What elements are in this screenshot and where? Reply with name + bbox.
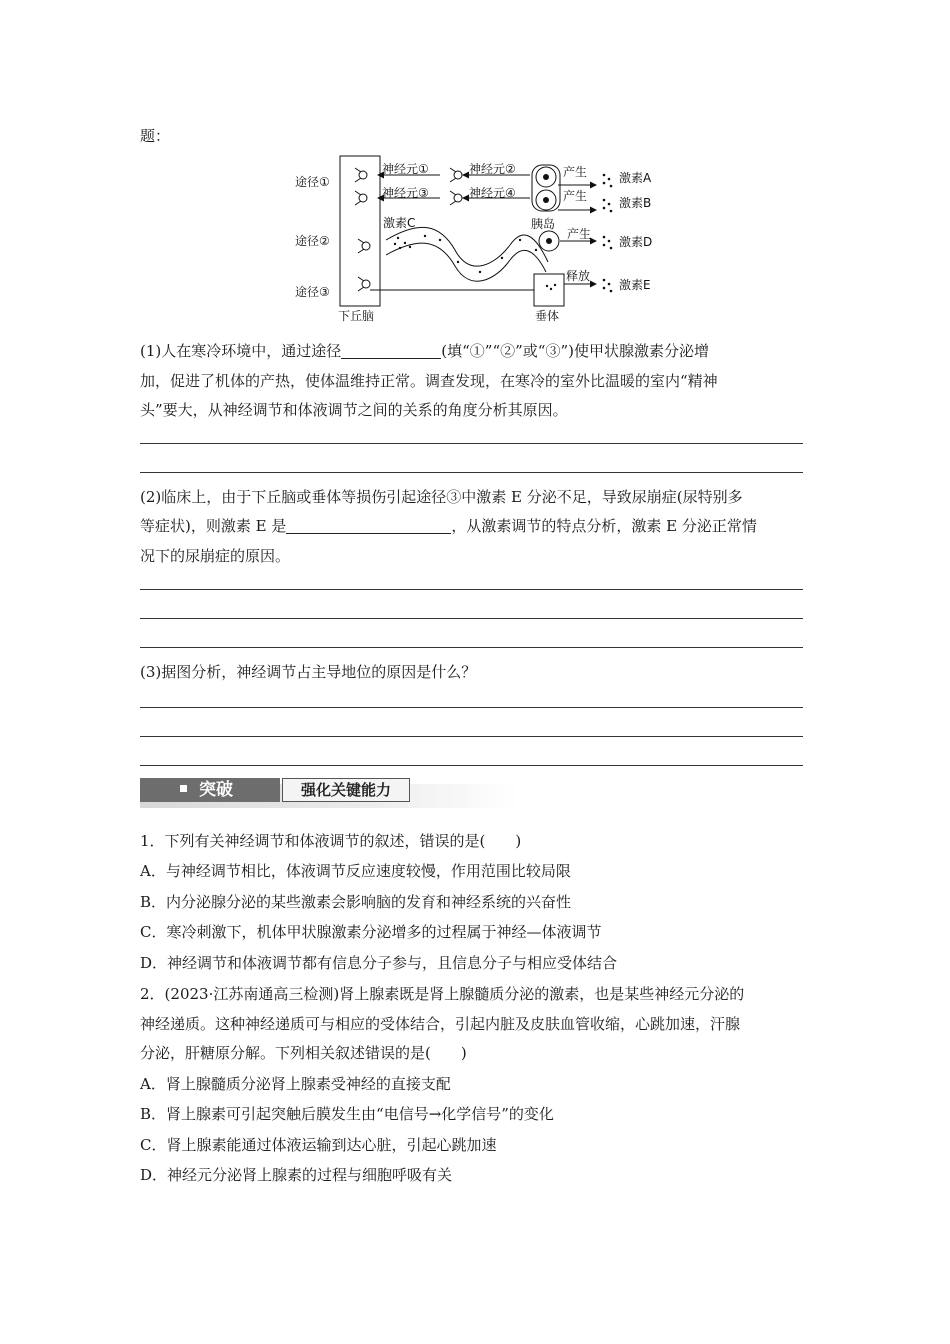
label-hormone-e: 激素E — [619, 278, 651, 292]
label-release: 释放 — [566, 269, 591, 283]
q2-blank[interactable] — [286, 517, 451, 534]
answer-line[interactable] — [140, 647, 803, 648]
label-neuron2: 神经元② — [469, 162, 516, 176]
answer-line[interactable] — [140, 618, 803, 619]
mc1-stem: 1．下列有关神经调节和体液调节的叙述，错误的是( ) — [140, 832, 522, 850]
label-neuron3: 神经元③ — [382, 186, 429, 200]
label-hormone-d: 激素D — [619, 235, 653, 249]
mc2-option-a[interactable]: A．肾上腺髓质分泌肾上腺素受神经的直接支配 — [140, 1075, 451, 1093]
banner-right-label: 强化关键能力 — [282, 778, 410, 802]
label-produce-1: 产生 — [563, 165, 588, 179]
q2-part-b: 等症状)，则激素 E 是 — [140, 517, 287, 535]
mc1-option-b[interactable]: B．内分泌腺分泌的某些激素会影响脑的发育和神经系统的兴奋性 — [140, 893, 572, 911]
q1-part-a: (1)人在寒冷环境中，通过途径 — [140, 342, 342, 360]
label-pituitary: 垂体 — [535, 309, 560, 323]
mc2-stem-3: 分泌，肝糖原分解。下列相关叙述错误的是( ) — [140, 1044, 467, 1062]
label-islet: 胰岛 — [531, 217, 556, 231]
label-hypothalamus: 下丘脑 — [338, 309, 375, 323]
mc2-stem-1: 2．(2023·江苏南通高三检测)肾上腺素既是肾上腺髓质分泌的激素，也是某些神经元分泌的 — [140, 985, 745, 1003]
label-hormone-a: 激素A — [619, 171, 652, 185]
banner-dark — [140, 778, 280, 802]
answer-line[interactable] — [140, 736, 803, 737]
mc1-option-c[interactable]: C．寒冷刺激下，机体甲状腺激素分泌增多的过程属于神经—体液调节 — [140, 923, 602, 941]
answer-line[interactable] — [140, 707, 803, 708]
pituitary-box — [534, 274, 564, 306]
label-produce-2: 产生 — [563, 189, 588, 203]
mc2-option-d[interactable]: D．神经元分泌肾上腺素的过程与细胞呼吸有关 — [140, 1166, 453, 1184]
mc2-option-b[interactable]: B．肾上腺素可引起突触后膜发生由“电信号→化学信号”的变化 — [140, 1105, 554, 1123]
mc2-option-c[interactable]: C．肾上腺素能通过体液运输到达心脏，引起心跳加速 — [140, 1136, 497, 1154]
q1-line1 — [140, 341, 709, 361]
label-hormone-c: 激素C — [383, 216, 416, 230]
endocrine-pathway-diagram — [0, 0, 950, 340]
label-path2: 途径② — [295, 234, 330, 248]
q1-line2: 加，促进了机体的产热，使体温维持正常。调查发现，在寒冷的室外比温暖的室内“精神 — [140, 372, 718, 390]
q2-line2 — [140, 516, 757, 536]
label-hormone-b: 激素B — [619, 196, 652, 210]
mc1-option-a[interactable]: A．与神经调节相比，体液调节反应速度较慢，作用范围比较局限 — [140, 862, 571, 880]
hormone-dots — [603, 174, 613, 293]
label-path1: 途径① — [295, 175, 330, 189]
section-banner — [140, 778, 518, 808]
answer-line[interactable] — [140, 589, 803, 590]
q2-line3: 况下的尿崩症的原因。 — [140, 547, 291, 565]
q2-line1: (2)临床上，由于下丘脑或垂体等损伤引起途径③中激素 E 分泌不足，导致尿崩症(尿特别多 — [140, 488, 743, 506]
mc2-stem-2: 神经递质。这种神经递质可与相应的受体结合，引起内脏及皮肤血管收缩，心跳加速，汗腺 — [140, 1015, 741, 1033]
q1-line3: 头”要大，从神经调节和体液调节之间的关系的角度分析其原因。 — [140, 401, 568, 419]
q1-blank[interactable] — [341, 342, 441, 359]
answer-line[interactable] — [140, 765, 803, 766]
q2-part-c: ，从激素调节的特点分析，激素 E 分泌正常情 — [451, 517, 757, 535]
answer-line[interactable] — [140, 472, 803, 473]
label-neuron1: 神经元① — [382, 162, 429, 176]
answer-line[interactable] — [140, 443, 803, 444]
banner-left-label: 突破 — [199, 780, 233, 800]
label-neuron4: 神经元④ — [469, 186, 516, 200]
label-produce-3: 产生 — [567, 227, 592, 241]
q1-part-b: (填“①”“②”或“③”)使甲状腺激素分泌增 — [441, 342, 709, 360]
intro-text: 题： — [140, 127, 171, 145]
square-icon — [180, 785, 187, 792]
mc1-option-d[interactable]: D．神经调节和体液调节都有信息分子参与，且信息分子与相应受体结合 — [140, 954, 618, 972]
q3-text: (3)据图分析，神经调节占主导地位的原因是什么？ — [140, 663, 477, 681]
label-path3: 途径③ — [295, 285, 330, 299]
